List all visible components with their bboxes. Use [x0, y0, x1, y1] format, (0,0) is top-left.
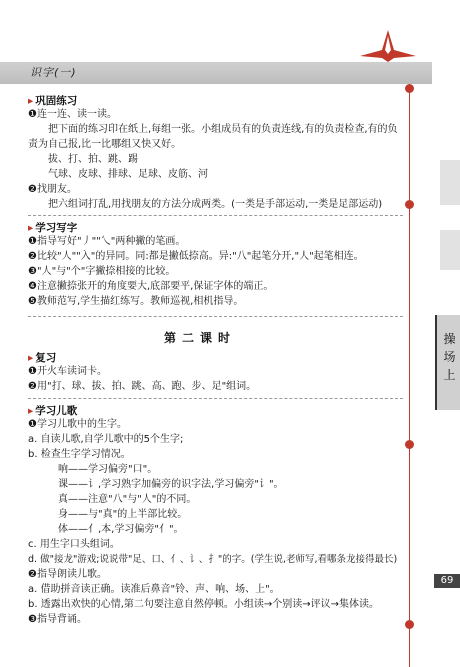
section-divider	[28, 316, 403, 317]
text-line: 拔、打、拍、跳、踢	[48, 154, 138, 165]
text-line: a. 借助拼音读正确。读准后鼻音"铃、声、响、场、上"。	[28, 584, 280, 595]
section-divider	[28, 215, 403, 216]
text-line: b. 透露出欢快的心情,第二句要注意自然停顿。小组读→个别读→评议→集体读。	[28, 599, 380, 610]
text-line: 气球、皮球、排球、足球、皮筋、河	[48, 169, 208, 180]
text-line: ❷用"打、球、拔、拍、跳、高、跑、步、足"组词。	[28, 381, 257, 392]
section-title: ▸ 学习写字	[28, 220, 77, 235]
text-line: 责为自己报,比一比哪组又快又好。	[28, 139, 182, 150]
text-line: ❶学习儿歌中的生字。	[28, 419, 127, 430]
text-line: 真——注意"八"与"人"的不同。	[58, 494, 197, 505]
text-line: ❺教师范写,学生描红练写。教师巡视,相机指导。	[28, 296, 244, 307]
section-title: ▸ 学习儿歌	[28, 403, 77, 418]
text-line: ❸"人"与"个"字撇捺相接的比较。	[28, 266, 176, 277]
text-line: 身——与"真"的上半部比较。	[58, 509, 188, 520]
section-title: ▸ 巩固练习	[28, 93, 77, 108]
text-line: ❶连一连、读一读。	[28, 109, 117, 120]
text-line: 体——亻,本,学习偏旁"亻"。	[58, 524, 184, 535]
plane-logo-icon	[358, 28, 418, 64]
text-line: ❷找朋友。	[28, 184, 77, 195]
margin-line	[409, 84, 410, 667]
text-line: ❷指导朗读儿歌。	[28, 569, 107, 580]
side-stripe	[440, 160, 460, 205]
section-title: ▸ 复习	[28, 350, 56, 365]
text-line: ❸指导背诵。	[28, 614, 87, 625]
text-line: 课——讠,学习熟字加偏旁的识字法,学习偏旁"讠"。	[58, 479, 284, 490]
side-tab	[435, 315, 460, 410]
lesson-title: 第二课时	[163, 331, 236, 345]
text-line: ❷比较"人""入"的异同。同:都是撇低捺高。异:"八"起笔分开,"人"起笔相连。	[28, 251, 364, 262]
text-line: c. 用生字口头组词。	[28, 539, 120, 550]
text-line: ❶开火车读词卡。	[28, 366, 107, 377]
text-line: a. 自读儿歌,自学儿歌中的5个生字;	[28, 434, 184, 445]
section-divider	[28, 398, 403, 399]
text-line: ❶指导写好"丿""乀"两种撇的笔画。	[28, 236, 186, 247]
text-line: ❹注意撇捺张开的角度要大,底部要平,保证字体的端正。	[28, 281, 274, 292]
side-tab-char: 上	[443, 368, 456, 382]
side-tab-char: 场	[443, 350, 456, 364]
margin-dot	[405, 200, 414, 209]
text-line: 把六组词打乱,用找朋友的方法分成两类。(一类是手部运动,一类是足部运动)	[48, 199, 383, 210]
margin-dot	[405, 84, 414, 93]
side-stripe	[440, 230, 460, 270]
text-line: 响——学习偏旁"口"。	[58, 464, 158, 475]
margin-dot	[405, 440, 414, 449]
margin-dot	[405, 620, 414, 629]
text-line: d. 做"接龙"游戏;说说带"足、口、亻、讠、扌"的字。(学生说,老师写,看哪条龙接得最长)	[28, 554, 398, 565]
text-line: b. 检查生字学习情况。	[28, 449, 131, 460]
side-tab-char: 操	[443, 332, 456, 346]
header-title: 识字(一)	[30, 66, 77, 79]
text-line: 把下面的练习印在纸上,每组一张。小组成员有的负责连线,有的负责检查,有的负	[48, 124, 398, 135]
page-number: 69	[434, 574, 460, 588]
